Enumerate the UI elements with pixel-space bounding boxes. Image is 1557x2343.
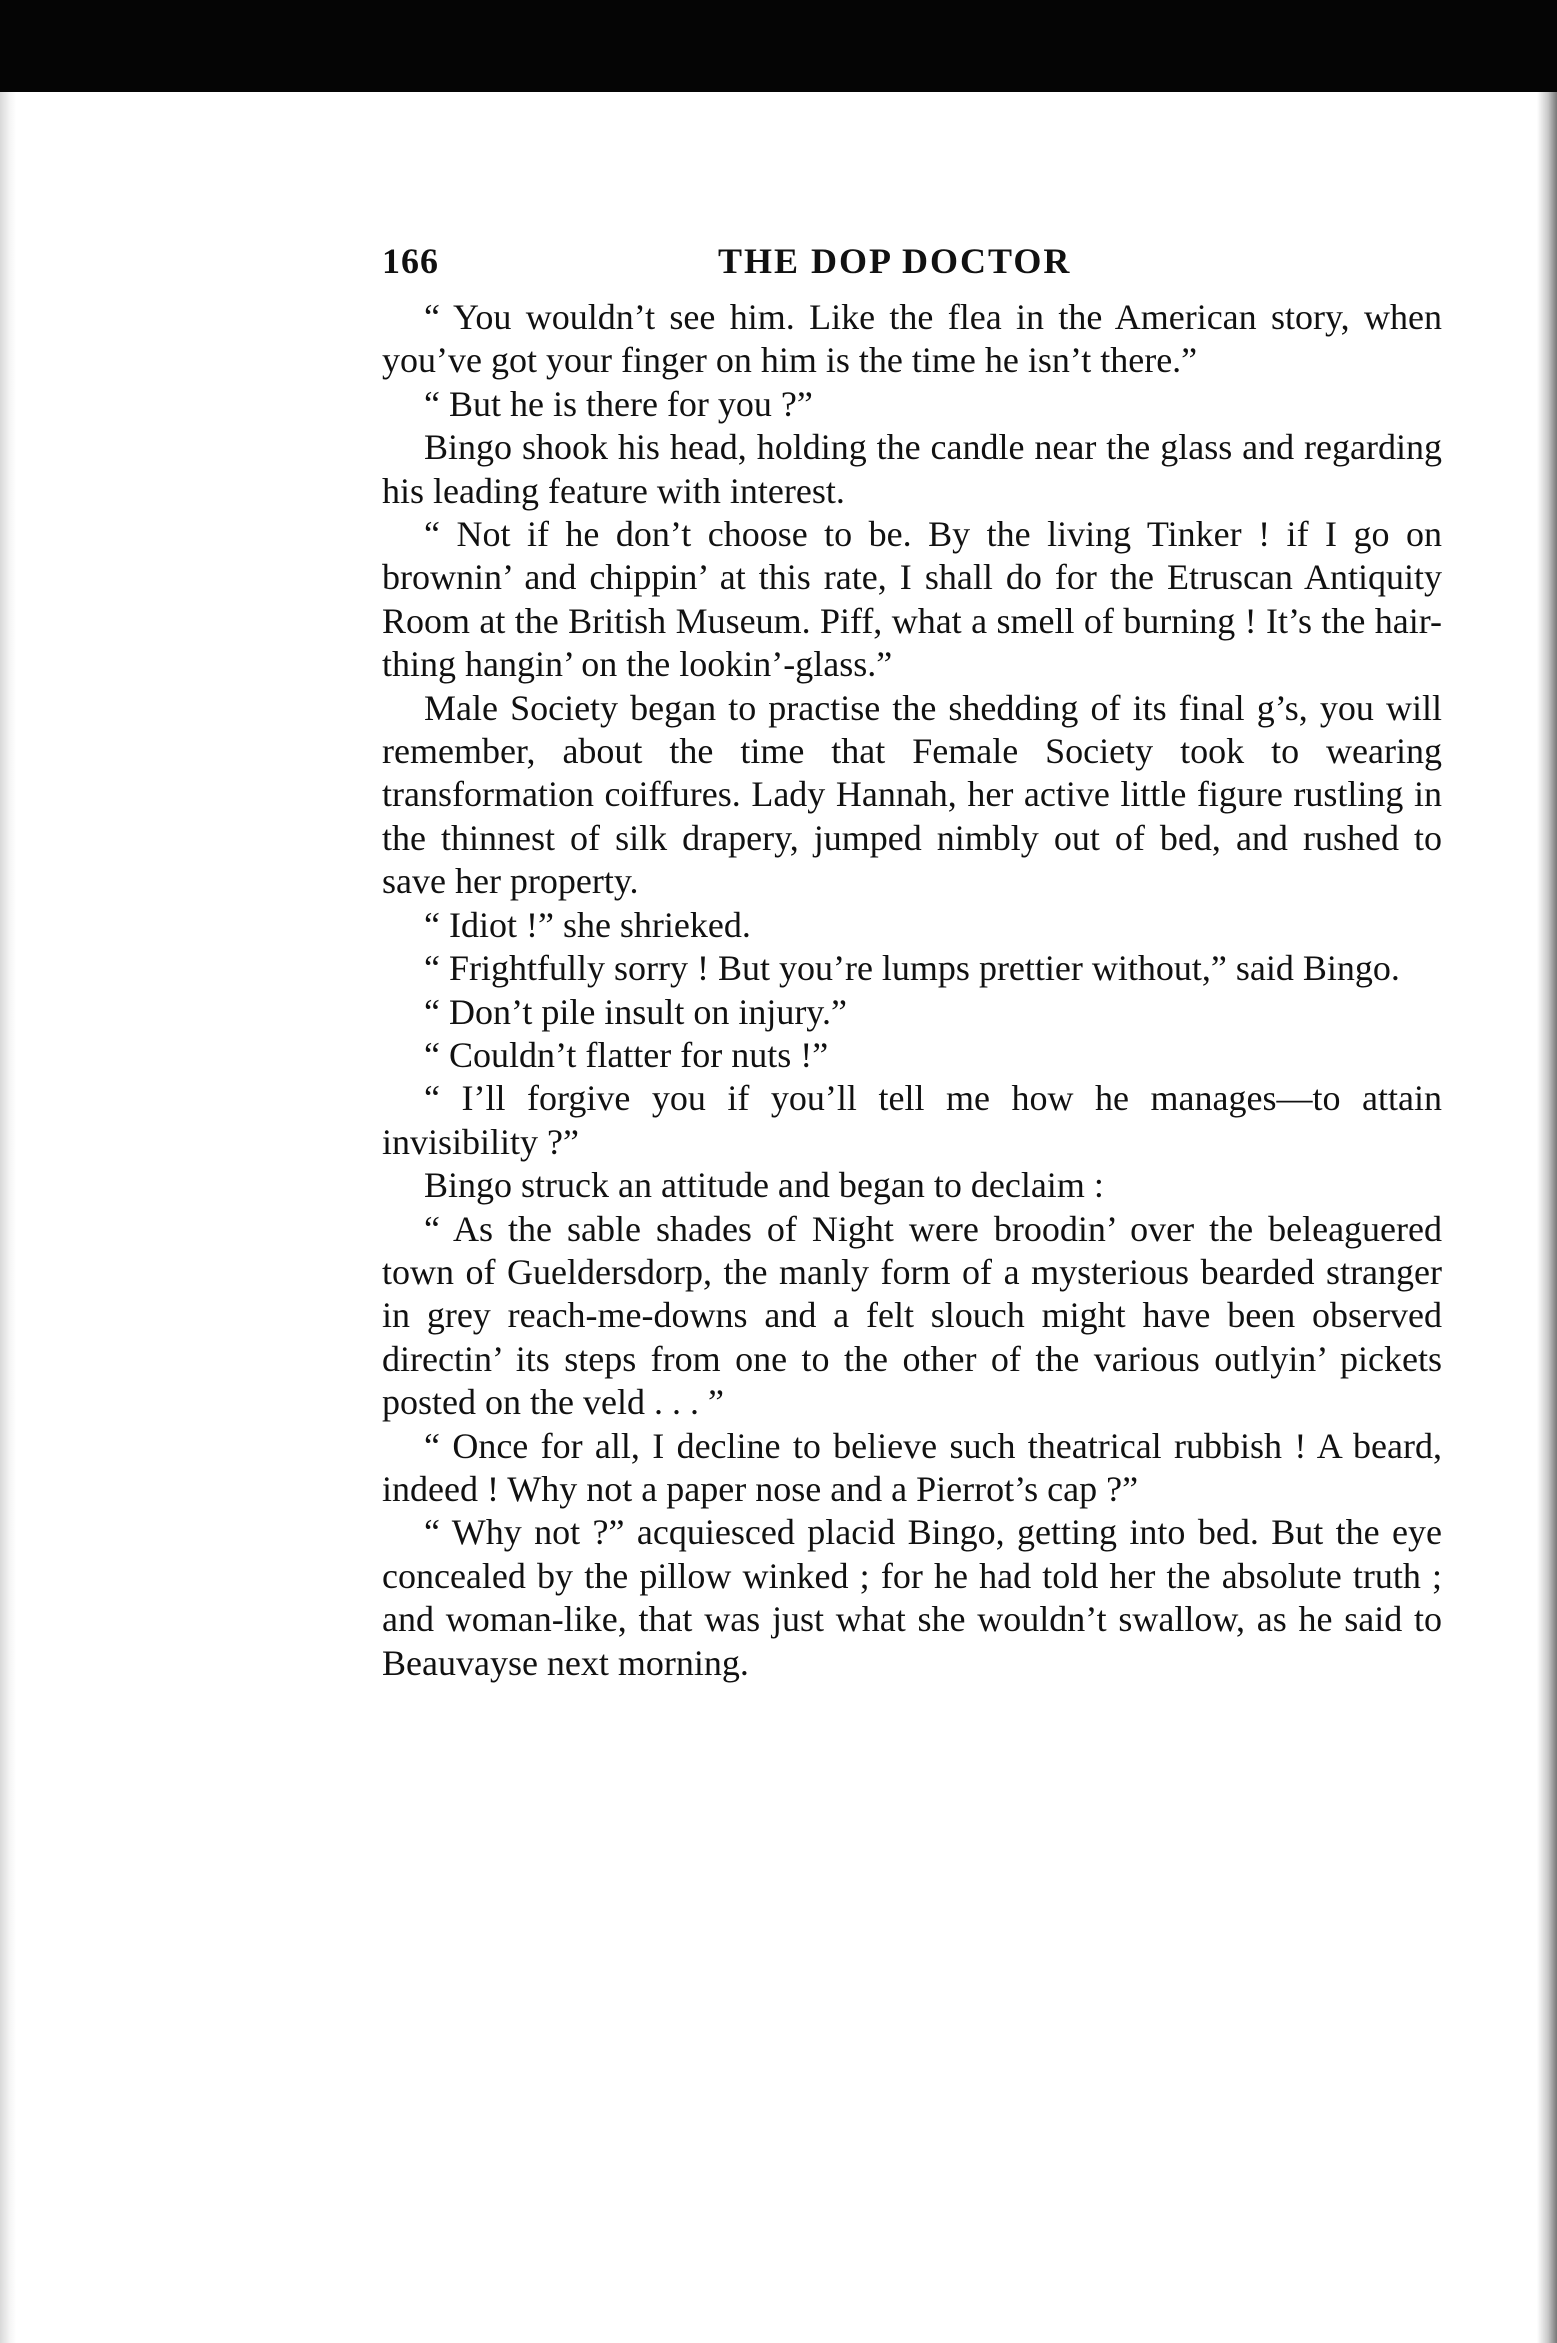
paragraph: “ Don’t pile insult on injury.” [424, 991, 847, 1032]
running-head: THE DOP DOCTOR [718, 241, 1072, 281]
paragraph: “ As the sable shades of Night were broodin’ over the beleaguered town of Gueldersdorp, the manly form of a mysterious bearded stranger in grey reach-me-downs and a felt slouch might have been observed directin’ its steps from one to the other of the various outlyin’ pickets posted on the veld . . . ” [382, 1208, 1442, 1423]
paragraph: “ Idiot !” she shrieked. [424, 904, 751, 945]
scan-left-margin [0, 92, 16, 2343]
paragraph: “ Once for all, I decline to believe such theatrical rubbish ! A beard, indeed ! Why not a paper nose and a Pierrot’s cap ?” [382, 1425, 1442, 1509]
paragraph: Bingo shook his head, holding the candle near the glass and regarding his leading feature with interest. [382, 427, 1442, 511]
paragraph: “ But he is there for you ?” [424, 383, 813, 424]
paragraph: “ Couldn’t flatter for nuts !” [424, 1034, 829, 1075]
paragraph: “ Frightfully sorry ! But you’re lumps prettier without,” said Bingo. [424, 948, 1400, 989]
paragraph: “ Why not ?” acquiesced placid Bingo, getting into bed. But the eye concealed by the pillow winked ; for he had told her the absolute truth ; and woman-like, that was just what she wouldn’t swallow, as he said to Beauvayse next morning. [382, 1512, 1442, 1683]
scan-right-edge [1537, 92, 1557, 2343]
body-text [382, 296, 1442, 1685]
scan-top-border [0, 0, 1557, 92]
paragraph: Bingo struck an attitude and began to declaim : [424, 1165, 1104, 1206]
paragraph: “ You wouldn’t see him. Like the flea in the American story, when you’ve got your finger on him is the time he isn’t there.” [382, 297, 1442, 381]
paragraph: Male Society began to practise the shedding of its final g’s, you will remember, about the time that Female Society took to wearing transformation coiffures. Lady Hannah, her active little figure rustling in the thinnest of silk drapery, jumped nimbly out of bed, and rushed to save her property. [382, 687, 1442, 902]
page-header [382, 232, 1442, 288]
paragraph: “ I’ll forgive you if you’ll tell me how he manages—to attain invisibility ?” [382, 1078, 1442, 1162]
paragraph: “ Not if he don’t choose to be. By the living Tinker ! if I go on brownin’ and chippin’ at this rate, I shall do for the Etruscan Antiquity Room at the British Museum. Piff, what a smell of burning ! It’s the hair-thing hangin’ on the lookin’-glass.” [382, 514, 1442, 685]
book-page [382, 232, 1442, 1685]
page-number: 166 [382, 241, 439, 281]
